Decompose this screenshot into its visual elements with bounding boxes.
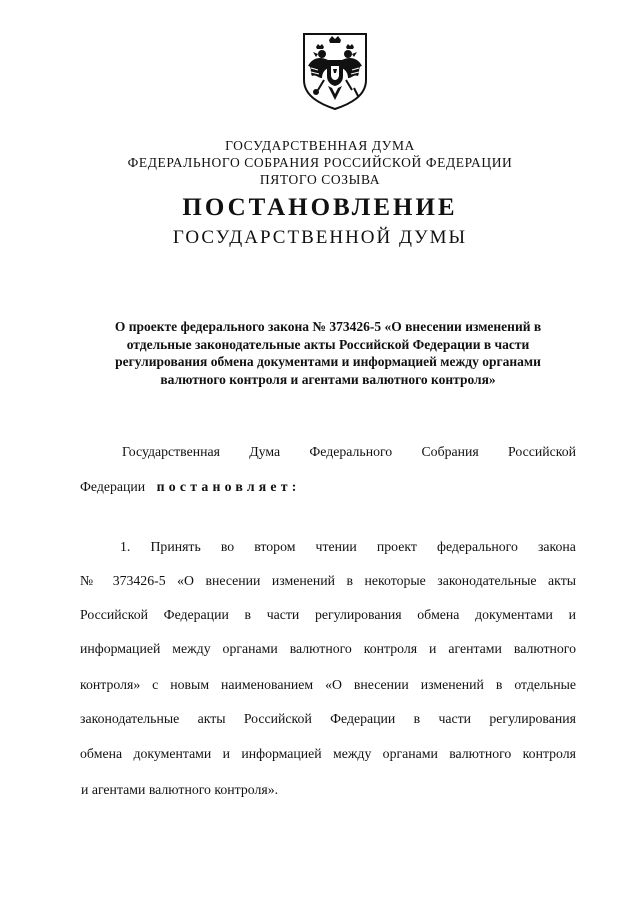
preamble-line (80, 478, 301, 496)
double-headed-eagle-icon (298, 30, 372, 112)
coat-of-arms-emblem (298, 30, 372, 112)
item1-word: закона (537, 539, 576, 554)
item1-word: чтении (315, 539, 357, 554)
item1-word: проект (376, 539, 417, 554)
subject-line: регулирования обмена документами и информацией между органами (115, 354, 541, 369)
item1-line: обмена документами и информацией между органами валютного контроля (80, 746, 576, 761)
preamble-word: Государственная (122, 444, 220, 459)
item1-word: втором (254, 539, 296, 554)
header-line-federal-assembly: ФЕДЕРАЛЬНОГО СОБРАНИЯ РОССИЙСКОЙ ФЕДЕРАЦИИ (127, 155, 513, 170)
resolves-emphasis: постановляет: (156, 479, 301, 494)
document-subject (78, 318, 578, 388)
document-subtitle: ГОСУДАРСТВЕННОЙ ДУМЫ (172, 227, 468, 248)
item1-line (120, 538, 576, 556)
item1-line: Российской Федерации в части регулирования обмена документами и (80, 607, 576, 622)
subject-line: О проекте федерального закона № 373426-5 «О внесении изменений в (114, 319, 542, 334)
preamble-line (122, 443, 576, 461)
item1-word: федерального (437, 539, 518, 554)
subject-line: отдельные законодательные акты Российской Федерации в части (126, 336, 530, 352)
preamble-word: Российской (508, 444, 576, 459)
header-line-convocation: ПЯТОГО СОЗЫВА (259, 172, 381, 187)
header-line-duma: ГОСУДАРСТВЕННАЯ ДУМА (225, 138, 415, 153)
subject-line: валютного контроля и агентами валютного контроля» (160, 371, 496, 387)
preamble-word: Дума (249, 444, 281, 459)
item1-line: контроля» с новым наименованием «О внесении изменений в отдельные (80, 677, 576, 692)
item1-line: № 373426-5 «О внесении изменений в некоторые законодательные акты (80, 573, 576, 588)
item1-line: законодательные акты Российской Федерации в части регулирования (80, 711, 576, 726)
item1-word: 1. (120, 539, 131, 554)
item1-line: и агентами валютного контроля». (81, 782, 279, 797)
preamble-word: Федерального (309, 444, 393, 459)
item1-word: во (220, 539, 235, 554)
document-title: ПОСТАНОВЛЕНИЕ (182, 194, 458, 221)
preamble-federation: Федерации (80, 479, 146, 494)
item1-word: Принять (150, 539, 201, 554)
preamble-word: Собрания (421, 444, 479, 459)
item1-line: информацией между органами валютного контроля и агентами валютного (80, 641, 576, 656)
